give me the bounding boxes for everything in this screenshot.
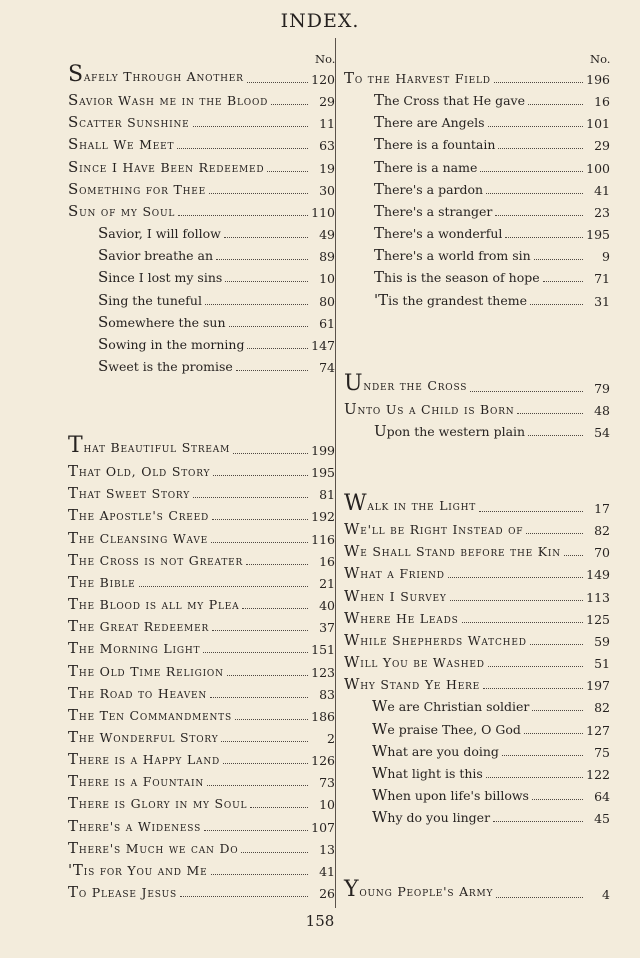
entry-title: We praise Thee, O God <box>372 720 521 738</box>
index-entry <box>68 859 335 879</box>
entry-number: 63 <box>319 138 335 153</box>
dot-leader <box>517 413 583 414</box>
index-subentry <box>374 266 610 286</box>
entry-title: Since I lost my sins <box>98 268 223 286</box>
entry-number: 30 <box>319 183 335 198</box>
dot-leader <box>203 652 308 653</box>
entry-number: 71 <box>594 271 610 286</box>
entry-title: 'Tis the grandest theme <box>374 291 527 309</box>
dot-leader <box>532 710 583 711</box>
entry-title: Walk in the Light <box>344 491 477 516</box>
index-entry <box>344 398 610 418</box>
index-subentry <box>98 244 335 264</box>
dot-leader <box>470 391 583 392</box>
index-entry <box>344 673 610 693</box>
entry-title: Safely Through Another <box>68 62 244 87</box>
dot-leader <box>221 741 308 742</box>
entry-number: 81 <box>319 487 335 502</box>
index-entry <box>68 504 335 524</box>
dot-leader <box>524 733 583 734</box>
entry-title: We are Christian soldier <box>372 697 530 715</box>
index-entry <box>68 482 335 502</box>
index-subentry <box>374 222 610 242</box>
dot-leader <box>204 830 308 831</box>
entry-number: 89 <box>319 249 335 264</box>
dot-leader <box>498 148 583 149</box>
entry-number: 82 <box>594 523 610 538</box>
index-subentry <box>98 222 335 242</box>
entry-number: 73 <box>319 775 335 790</box>
index-entry <box>68 615 335 635</box>
dot-leader <box>139 586 308 587</box>
dot-leader <box>486 777 583 778</box>
entry-number: 101 <box>586 116 610 131</box>
dot-leader <box>450 600 583 601</box>
entry-title: Why do you linger <box>372 808 491 826</box>
index-entry <box>68 89 335 109</box>
entry-number: 116 <box>311 532 335 547</box>
dot-leader <box>211 874 308 875</box>
dot-leader <box>494 82 583 83</box>
dot-leader <box>496 897 583 898</box>
entry-number: 45 <box>594 811 610 826</box>
entry-title: There is a name <box>374 158 478 176</box>
dot-leader <box>493 821 583 822</box>
dot-leader <box>483 688 583 689</box>
index-entry <box>68 660 335 680</box>
index-entry <box>68 637 335 657</box>
entry-number: 123 <box>311 665 335 680</box>
entry-title: Since I Have Been Redeemed <box>68 158 265 176</box>
entry-title: There's a Wideness <box>68 817 202 835</box>
entry-number: 149 <box>586 567 610 582</box>
entry-number: 48 <box>594 403 610 418</box>
index-entry <box>68 770 335 790</box>
entry-number: 51 <box>594 656 610 671</box>
index-subentry <box>372 718 610 738</box>
entry-title: To the Harvest Field <box>344 69 491 87</box>
entry-title: That Beautiful Stream <box>68 433 231 458</box>
entry-number: 11 <box>319 116 335 131</box>
entry-title: The Cross that He gave <box>374 91 526 109</box>
page-title: INDEX. <box>280 10 360 32</box>
index-entry <box>68 133 335 153</box>
index-entry <box>344 562 610 582</box>
entry-number: 64 <box>594 789 610 804</box>
entry-number: 195 <box>311 465 335 480</box>
entry-title: Savior Wash me in the Blood <box>68 91 269 109</box>
index-entry <box>68 460 335 480</box>
entry-number: 107 <box>311 820 335 835</box>
entry-title: The Wonderful Story <box>68 728 219 746</box>
entry-title: The Morning Light <box>68 639 201 657</box>
index-entry <box>344 540 610 560</box>
entry-number: 61 <box>319 316 335 331</box>
entry-title: Under the Cross <box>344 371 468 396</box>
dot-leader <box>247 82 308 83</box>
entry-number: 37 <box>319 620 335 635</box>
dot-leader <box>480 171 583 172</box>
entry-number: 110 <box>311 205 335 220</box>
index-entry <box>344 518 610 538</box>
index-entry <box>344 607 610 627</box>
dot-leader <box>505 237 583 238</box>
dot-leader <box>502 755 583 756</box>
entry-number: 80 <box>319 294 335 309</box>
dot-leader <box>526 533 583 534</box>
dot-leader <box>207 785 308 786</box>
dot-leader <box>235 719 308 720</box>
entry-title: What a Friend <box>344 564 445 582</box>
entry-title: Unto Us a Child is Born <box>344 400 515 418</box>
dot-leader <box>225 281 308 282</box>
entry-title: Will You be Washed <box>344 653 485 671</box>
dot-leader <box>209 193 308 194</box>
entry-title: Young People's Army <box>344 877 494 902</box>
entry-number: 31 <box>594 294 610 309</box>
dot-leader <box>250 807 308 808</box>
left-no-header: No. <box>315 52 336 66</box>
entry-title: There is a Happy Land <box>68 750 221 768</box>
entry-number: 70 <box>594 545 610 560</box>
entry-number: 40 <box>319 598 335 613</box>
entry-number: 75 <box>594 745 610 760</box>
index-subentry <box>98 333 335 353</box>
dot-leader <box>210 697 308 698</box>
entry-title: While Shepherds Watched <box>344 631 527 649</box>
entry-title: There's a stranger <box>374 202 493 220</box>
entry-title: Something for Thee <box>68 180 206 198</box>
dot-leader <box>236 370 308 371</box>
entry-number: 29 <box>319 94 335 109</box>
entry-number: 125 <box>586 612 610 627</box>
entry-title: The Cleansing Wave <box>68 529 209 547</box>
entry-number: 10 <box>319 797 335 812</box>
dot-leader <box>543 281 583 282</box>
dot-leader <box>223 763 308 764</box>
entry-title: The Blood is all my Plea <box>68 595 240 613</box>
dot-leader <box>193 126 308 127</box>
index-subentry <box>372 740 610 760</box>
dot-leader <box>528 104 583 105</box>
entry-title: We Shall Stand before the Kin <box>344 542 561 560</box>
entry-title: There's Much we can Do <box>68 839 239 857</box>
dot-leader <box>488 666 583 667</box>
index-entry <box>344 67 610 87</box>
entry-title: Sowing in the morning <box>98 335 245 353</box>
entry-number: 16 <box>319 554 335 569</box>
entry-number: 147 <box>311 338 335 353</box>
dot-leader <box>528 435 583 436</box>
entry-number: 2 <box>327 731 335 746</box>
index-entry <box>68 571 335 591</box>
entry-number: 49 <box>319 227 335 242</box>
entry-number: 54 <box>594 425 610 440</box>
entry-title: The Great Redeemer <box>68 617 210 635</box>
index-entry <box>68 156 335 176</box>
entry-number: 16 <box>594 94 610 109</box>
entry-title: 'Tis for You and Me <box>68 861 208 879</box>
index-entry <box>68 837 335 857</box>
entry-title: Savior, I will follow <box>98 224 221 242</box>
entry-title: When upon life's billows <box>372 786 529 804</box>
entry-number: 197 <box>586 678 610 693</box>
index-entry <box>68 433 335 458</box>
entry-number: 74 <box>319 360 335 375</box>
index-subentry <box>372 806 610 826</box>
column-divider <box>335 38 336 908</box>
dot-leader <box>534 259 583 260</box>
index-subentry <box>372 695 610 715</box>
entry-number: 41 <box>319 864 335 879</box>
entry-number: 113 <box>586 590 610 605</box>
entry-title: The Ten Commandments <box>68 706 232 724</box>
right-no-header: No. <box>590 52 611 66</box>
entry-number: 17 <box>594 501 610 516</box>
entry-number: 82 <box>594 700 610 715</box>
entry-title: There's a wonderful <box>374 224 503 242</box>
dot-leader <box>213 475 308 476</box>
index-entry <box>68 178 335 198</box>
entry-number: 41 <box>594 183 610 198</box>
dot-leader <box>448 577 583 578</box>
dot-leader <box>224 237 308 238</box>
dot-leader <box>267 171 308 172</box>
dot-leader <box>205 304 308 305</box>
entry-title: Where He Leads <box>344 609 459 627</box>
index-entry <box>68 815 335 835</box>
entry-number: 151 <box>311 642 335 657</box>
entry-number: 9 <box>602 249 610 264</box>
entry-title: There are Angels <box>374 113 485 131</box>
dot-leader <box>530 304 583 305</box>
entry-title: There is a fountain <box>374 135 496 153</box>
entry-title: There is Glory in my Soul <box>68 794 248 812</box>
dot-leader <box>212 519 308 520</box>
entry-title: To Please Jesus <box>68 883 178 901</box>
dot-leader <box>233 453 308 454</box>
entry-title: Scatter Sunshine <box>68 113 190 131</box>
dot-leader <box>212 630 308 631</box>
dot-leader <box>479 511 583 512</box>
entry-number: 21 <box>319 576 335 591</box>
entry-number: 29 <box>594 138 610 153</box>
dot-leader <box>229 326 308 327</box>
entry-title: Sweet is the promise <box>98 357 233 375</box>
entry-title: There's a pardon <box>374 180 484 198</box>
entry-number: 127 <box>586 723 610 738</box>
index-entry <box>68 111 335 131</box>
dot-leader <box>462 622 583 623</box>
index-entry <box>68 200 335 220</box>
entry-title: What are you doing <box>372 742 499 760</box>
entry-number: 79 <box>594 381 610 396</box>
entry-title: That Old, Old Story <box>68 462 211 480</box>
index-subentry <box>372 762 610 782</box>
dot-leader <box>216 259 308 260</box>
index-subentry <box>374 89 610 109</box>
dot-leader <box>180 896 308 897</box>
entry-title: This is the season of hope <box>374 268 540 286</box>
entry-title: Upon the western plain <box>374 422 526 440</box>
index-entry <box>68 527 335 547</box>
index-subentry <box>374 244 610 264</box>
entry-title: There is a Fountain <box>68 772 205 790</box>
entry-title: What light is this <box>372 764 483 782</box>
index-subentry <box>374 111 610 131</box>
entry-title: The Road to Heaven <box>68 684 208 702</box>
entry-title: Why Stand Ye Here <box>344 675 481 693</box>
dot-leader <box>178 215 308 216</box>
entry-title: Sing the tuneful <box>98 291 202 309</box>
entry-title: Savior breathe an <box>98 246 214 264</box>
dot-leader <box>177 148 308 149</box>
index-entry <box>68 748 335 768</box>
entry-number: 120 <box>311 72 335 87</box>
entry-number: 126 <box>311 753 335 768</box>
entry-number: 192 <box>311 509 335 524</box>
dot-leader <box>488 126 584 127</box>
entry-number: 83 <box>319 687 335 702</box>
entry-number: 186 <box>311 709 335 724</box>
index-subentry <box>374 156 610 176</box>
index-entry <box>68 62 335 87</box>
index-entry <box>344 491 610 516</box>
entry-title: We'll be Right Instead of <box>344 520 524 538</box>
index-subentry <box>374 178 610 198</box>
entry-title: Somewhere the sun <box>98 313 226 331</box>
entry-title: That Sweet Story <box>68 484 190 502</box>
entry-title: There's a world from sin <box>374 246 531 264</box>
index-entry <box>344 629 610 649</box>
index-subentry <box>374 289 610 309</box>
dot-leader <box>495 215 583 216</box>
entry-number: 195 <box>586 227 610 242</box>
index-subentry <box>372 784 610 804</box>
entry-number: 4 <box>602 887 610 902</box>
dot-leader <box>271 104 308 105</box>
page-number: 158 <box>305 912 335 930</box>
index-entry <box>344 651 610 671</box>
index-entry <box>68 682 335 702</box>
dot-leader <box>246 564 308 565</box>
entry-number: 23 <box>594 205 610 220</box>
dot-leader <box>241 852 308 853</box>
index-entry <box>68 792 335 812</box>
entry-title: The Apostle's Creed <box>68 506 210 524</box>
entry-number: 122 <box>586 767 610 782</box>
index-subentry <box>98 266 335 286</box>
dot-leader <box>242 608 308 609</box>
index-subentry <box>98 311 335 331</box>
entry-title: The Bible <box>68 573 136 591</box>
entry-title: The Cross is not Greater <box>68 551 244 569</box>
dot-leader <box>227 675 308 676</box>
entry-number: 10 <box>319 271 335 286</box>
index-entry <box>68 549 335 569</box>
index-entry <box>68 704 335 724</box>
dot-leader <box>211 542 308 543</box>
dot-leader <box>247 348 308 349</box>
entry-number: 199 <box>311 443 335 458</box>
dot-leader <box>532 799 583 800</box>
dot-leader <box>193 497 308 498</box>
entry-number: 19 <box>319 161 335 176</box>
entry-number: 26 <box>319 886 335 901</box>
entry-number: 100 <box>586 161 610 176</box>
entry-title: Sun of my Soul <box>68 202 176 220</box>
index-subentry <box>98 289 335 309</box>
entry-title: Shall We Meet <box>68 135 175 153</box>
index-subentry <box>98 355 335 375</box>
dot-leader <box>564 555 583 556</box>
entry-number: 59 <box>594 634 610 649</box>
entry-number: 196 <box>586 72 610 87</box>
index-subentry <box>374 200 610 220</box>
index-entry <box>344 371 610 396</box>
index-entry <box>68 593 335 613</box>
index-entry <box>68 881 335 901</box>
index-subentry <box>374 420 610 440</box>
index-entry <box>344 877 610 902</box>
index-entry <box>344 585 610 605</box>
dot-leader <box>530 644 583 645</box>
index-subentry <box>374 133 610 153</box>
index-entry <box>68 726 335 746</box>
dot-leader <box>486 193 583 194</box>
entry-number: 13 <box>319 842 335 857</box>
entry-title: When I Survey <box>344 587 447 605</box>
entry-title: The Old Time Religion <box>68 662 224 680</box>
